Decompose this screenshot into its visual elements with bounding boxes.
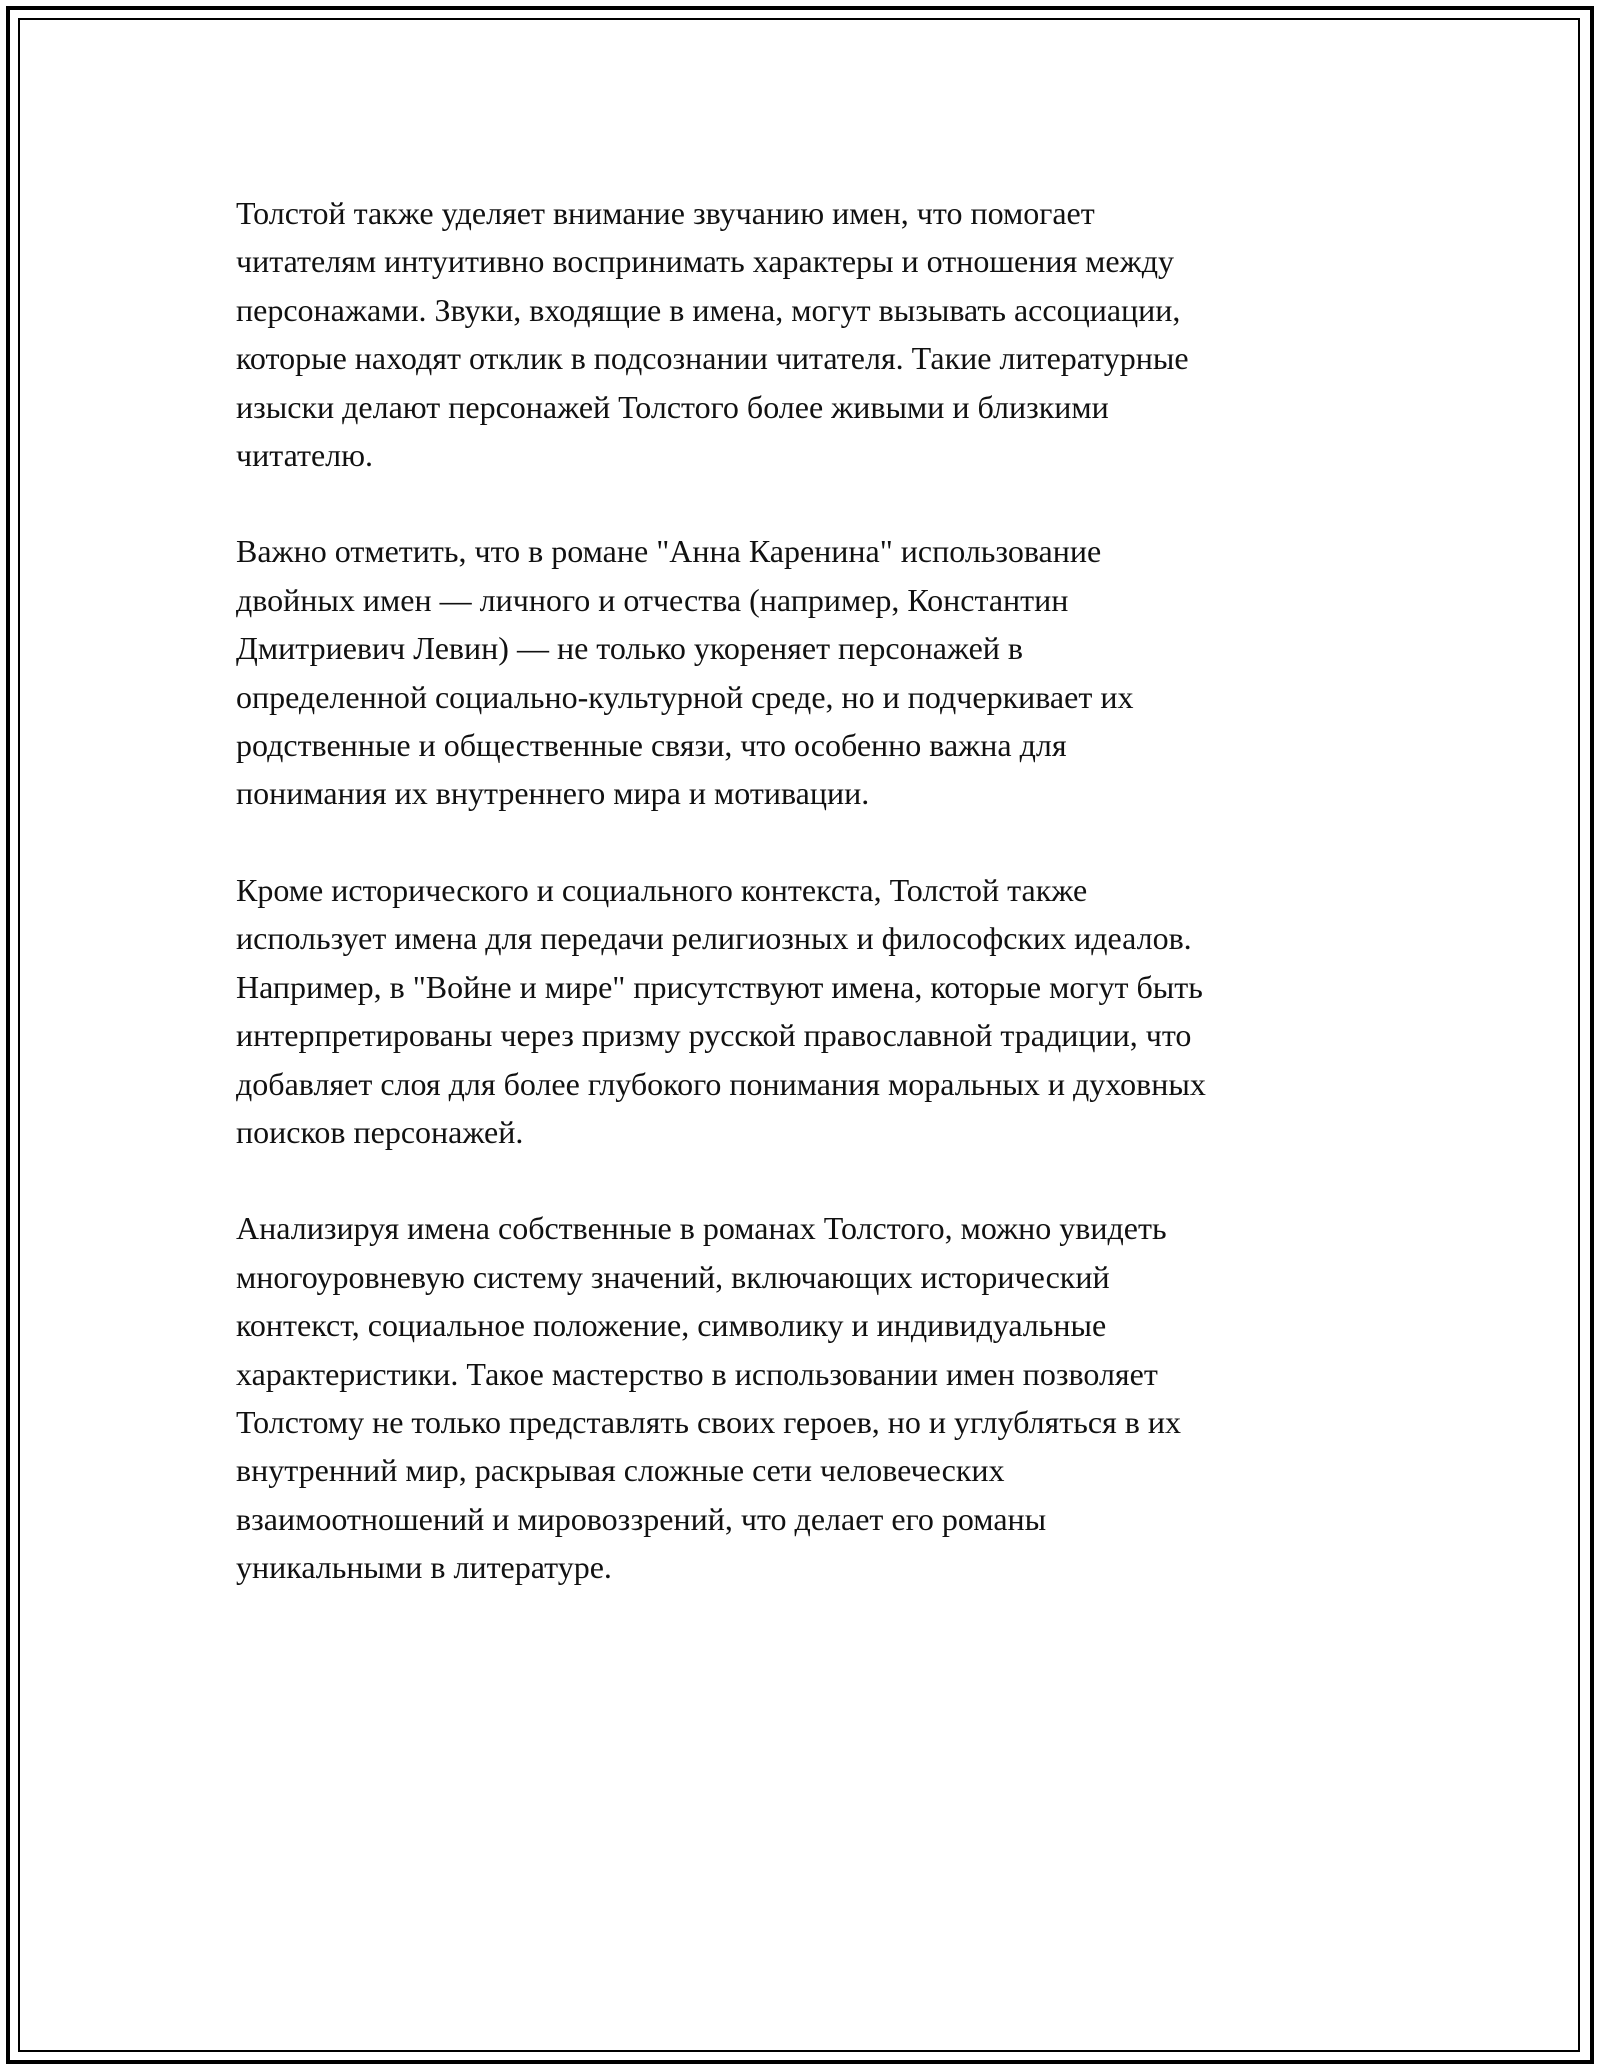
paragraph-conclusion: Анализируя имена собственные в романах Толстого, можно увидеть многоуровневую систему значений, включающих исторический контекст, социальное положение, символику и индивидуальные характеристики. Такое мастерство в использовании имен позволяет Толстому не только представлять своих героев, но и углубляться в их внутренний мир, раскрывая сложные сети человеческих взаимоотношений и мировоззрений, что делает его романы уникальными в литературе. bbox=[236, 1210, 1181, 1586]
paragraph-religious-ideals: Кроме исторического и социального контекста, Толстой также использует имена для передачи религиозных и философских идеалов. Например, в "Войне и мире" присутствуют имена, которые могут быть интерпретированы через призму русской православной традиции, что добавляет слоя для более глубокого понимания моральных и духовных поисков персонажей. bbox=[236, 871, 1206, 1150]
paragraph-name-sounds: Толстой также уделяет внимание звучанию имен, что помогает читателям интуитивно воспринимать характеры и отношения между персонажами. Звуки, входящие в имена, могут вызывать ассоциации, которые находят отклик в подсознании читателя. Такие литературные изыски делают персонажей Толстого более живыми и близкими читателю. bbox=[236, 195, 1189, 474]
document-body bbox=[236, 189, 1376, 1640]
paragraph-double-names: Важно отметить, что в романе "Анна Каренина" использование двойных имен — личного и отчества (например, Константин Дмитриевич Левин) — не только укореняет персонажей в определенной социально-культурной среде, но и подчеркивает их родственные и общественные связи, что особенно важна для понимания их внутреннего мира и мотивации. bbox=[236, 533, 1134, 812]
